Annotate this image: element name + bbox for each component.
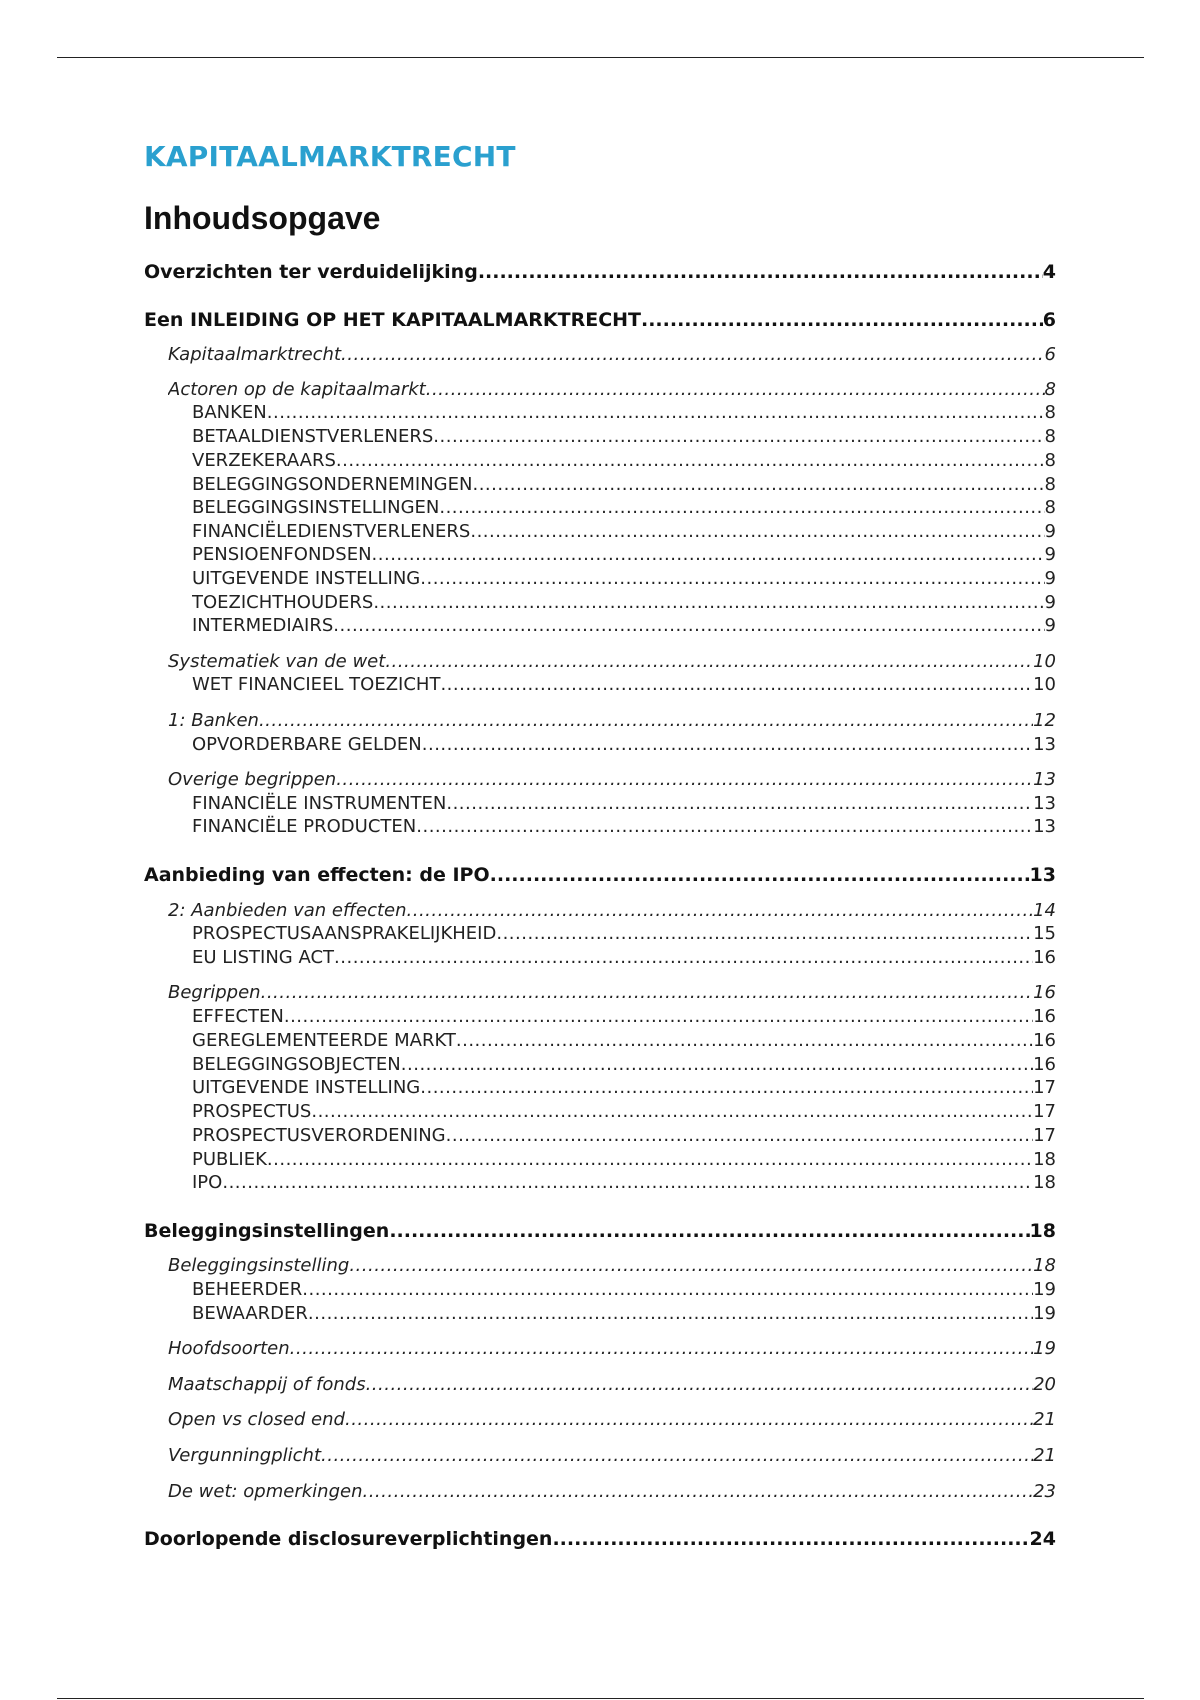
toc-entry-label: PENSIOENFONDSEN bbox=[192, 544, 372, 565]
toc-entry-label: 2: Aanbieden van effecten bbox=[168, 900, 407, 921]
dot-leader bbox=[290, 1337, 1033, 1361]
toc-entry-page-number: 13 bbox=[1033, 734, 1056, 755]
toc-entry-level-1[interactable] bbox=[144, 308, 1056, 332]
toc-entry-page-number: 19 bbox=[1033, 1279, 1056, 1300]
dot-leader bbox=[472, 473, 1044, 497]
dot-leader bbox=[261, 981, 1034, 1005]
toc-entry-page-number: 16 bbox=[1033, 1006, 1056, 1027]
toc-entry-label: PROSPECTUSAANSPRAKELIJKHEID bbox=[192, 923, 497, 944]
toc-entry-level-2[interactable] bbox=[168, 1480, 1056, 1504]
toc-entry-level-2[interactable] bbox=[168, 899, 1056, 923]
dot-leader bbox=[302, 1278, 1033, 1302]
dot-leader bbox=[478, 260, 1043, 284]
dot-leader bbox=[422, 733, 1033, 757]
dot-leader bbox=[366, 1373, 1034, 1397]
toc-entry-label: BELEGGINGSOBJECTEN bbox=[192, 1054, 401, 1075]
toc-entry-page-number: 12 bbox=[1033, 710, 1056, 731]
toc-entry-label: BEWAARDER bbox=[192, 1303, 308, 1324]
toc-entry-page-number: 18 bbox=[1033, 1172, 1056, 1193]
toc-entry-label: Aanbieding van effecten: de IPO bbox=[144, 864, 490, 886]
toc-entry-page-number: 9 bbox=[1044, 615, 1056, 636]
toc-entry-label: INTERMEDIAIRS bbox=[192, 615, 334, 636]
toc-entry-label: BELEGGINGSONDERNEMINGEN bbox=[192, 474, 473, 495]
toc-entry-level-3[interactable] bbox=[192, 1278, 1056, 1302]
toc-entry-level-2[interactable] bbox=[168, 343, 1056, 367]
toc-entry-label: EFFECTEN bbox=[192, 1006, 284, 1027]
dot-leader bbox=[341, 343, 1045, 367]
toc-entry-level-3[interactable] bbox=[192, 496, 1056, 520]
toc-entry-level-1[interactable] bbox=[144, 260, 1056, 284]
toc-entry-level-3[interactable] bbox=[192, 922, 1056, 946]
dot-leader bbox=[345, 1408, 1033, 1432]
toc-heading: Inhoudsopgave bbox=[144, 200, 381, 236]
toc-entry-level-2[interactable] bbox=[168, 709, 1056, 733]
toc-entry-page-number: 15 bbox=[1033, 923, 1056, 944]
toc-entry-level-2[interactable] bbox=[168, 650, 1056, 674]
toc-entry-page-number: 10 bbox=[1033, 674, 1056, 695]
dot-leader bbox=[336, 768, 1033, 792]
toc-entry-page-number: 13 bbox=[1033, 816, 1056, 837]
toc-entry-page-number: 14 bbox=[1033, 900, 1056, 921]
toc-entry-label: BANKEN bbox=[192, 402, 267, 423]
toc-entry-label: Beleggingsinstellingen bbox=[144, 1220, 390, 1242]
toc-entry-level-2[interactable] bbox=[168, 981, 1056, 1005]
dot-leader bbox=[311, 1100, 1033, 1124]
toc-entry-level-3[interactable] bbox=[192, 673, 1056, 697]
toc-entry-page-number: 16 bbox=[1033, 1054, 1056, 1075]
toc-entry-page-number: 18 bbox=[1033, 1255, 1056, 1276]
toc-entry-level-3[interactable] bbox=[192, 591, 1056, 615]
footer-rule bbox=[57, 1698, 1144, 1699]
toc-entry-level-3[interactable] bbox=[192, 520, 1056, 544]
dot-leader bbox=[456, 1029, 1033, 1053]
dot-leader bbox=[416, 815, 1033, 839]
toc-entry-page-number: 16 bbox=[1033, 982, 1056, 1003]
toc-entry-level-3[interactable] bbox=[192, 1005, 1056, 1029]
toc-entry-label: Actoren op de kapitaalmarkt bbox=[168, 379, 426, 400]
toc-entry-level-3[interactable] bbox=[192, 733, 1056, 757]
toc-entry-level-3[interactable] bbox=[192, 1124, 1056, 1148]
toc-entry-label: Vergunningplicht bbox=[168, 1445, 322, 1466]
toc-entry-level-1[interactable] bbox=[144, 863, 1056, 887]
toc-entry-page-number: 4 bbox=[1042, 261, 1056, 283]
toc-entry-page-number: 19 bbox=[1033, 1338, 1056, 1359]
header-rule bbox=[57, 57, 1144, 58]
dot-leader bbox=[439, 496, 1044, 520]
toc-entry-level-3[interactable] bbox=[192, 614, 1056, 638]
toc-entry-level-2[interactable] bbox=[168, 1408, 1056, 1432]
toc-entry-label: WET FINANCIEEL TOEZICHT bbox=[192, 674, 441, 695]
toc-entry-level-2[interactable] bbox=[168, 1337, 1056, 1361]
document-title: KAPITAALMARKTRECHT bbox=[144, 140, 516, 173]
toc-entry-level-3[interactable] bbox=[192, 567, 1056, 591]
toc-entry-level-3[interactable] bbox=[192, 1076, 1056, 1100]
dot-leader bbox=[372, 543, 1045, 567]
toc-entry-label: UITGEVENDE INSTELLING bbox=[192, 568, 421, 589]
toc-entry-level-3[interactable] bbox=[192, 1171, 1056, 1195]
toc-entry-page-number: 8 bbox=[1044, 474, 1056, 495]
toc-entry-label: FINANCIËLE PRODUCTEN bbox=[192, 816, 417, 837]
toc-entry-page-number: 18 bbox=[1033, 1149, 1056, 1170]
toc-entry-page-number: 8 bbox=[1044, 402, 1056, 423]
toc-entry-label: VERZEKERAARS bbox=[192, 450, 336, 471]
toc-entry-page-number: 16 bbox=[1033, 1030, 1056, 1051]
dot-leader bbox=[373, 591, 1044, 615]
dot-leader bbox=[446, 792, 1033, 816]
dot-leader bbox=[440, 673, 1033, 697]
toc-entry-page-number: 9 bbox=[1044, 544, 1056, 565]
toc-entry-level-2[interactable] bbox=[168, 378, 1056, 402]
toc-entry-page-number: 6 bbox=[1044, 344, 1056, 365]
dot-leader bbox=[349, 1254, 1033, 1278]
toc-entry-label: BEHEERDER bbox=[192, 1279, 303, 1300]
toc-entry-page-number: 9 bbox=[1044, 521, 1056, 542]
dot-leader bbox=[336, 449, 1045, 473]
dot-leader bbox=[389, 1219, 1029, 1243]
dot-leader bbox=[641, 308, 1043, 332]
dot-leader bbox=[259, 709, 1033, 733]
toc-entry-page-number: 19 bbox=[1033, 1303, 1056, 1324]
toc-entry-label: Kapitaalmarktrecht bbox=[168, 344, 342, 365]
toc-entry-label: BETAALDIENSTVERLENERS bbox=[192, 426, 434, 447]
dot-leader bbox=[333, 614, 1044, 638]
toc-entry-label: PROSPECTUSVERORDENING bbox=[192, 1125, 446, 1146]
toc-entry-page-number: 17 bbox=[1033, 1077, 1056, 1098]
toc-entry-page-number: 21 bbox=[1033, 1409, 1056, 1430]
toc-entry-label: FINANCIËLE INSTRUMENTEN bbox=[192, 793, 447, 814]
toc-entry-page-number: 8 bbox=[1044, 426, 1056, 447]
toc-entry-level-1[interactable] bbox=[144, 1527, 1056, 1551]
toc-entry-level-3[interactable] bbox=[192, 543, 1056, 567]
toc-entry-label: Een INLEIDING OP HET KAPITAALMARKTRECHT bbox=[144, 309, 641, 331]
dot-leader bbox=[284, 1005, 1033, 1029]
toc-entry-page-number: 10 bbox=[1033, 651, 1056, 672]
toc-entry-label: 1: Banken bbox=[168, 710, 259, 731]
toc-entry-label: PROSPECTUS bbox=[192, 1101, 312, 1122]
toc-entry-page-number: 24 bbox=[1029, 1528, 1056, 1550]
toc-entry-page-number: 13 bbox=[1033, 769, 1056, 790]
toc-entry-label: EU LISTING ACT bbox=[192, 947, 335, 968]
toc-entry-level-3[interactable] bbox=[192, 1302, 1056, 1326]
toc-entry-label: TOEZICHTHOUDERS bbox=[192, 592, 374, 613]
toc-entry-page-number: 9 bbox=[1044, 592, 1056, 613]
toc-entry-level-3[interactable] bbox=[192, 401, 1056, 425]
toc-entry-label: FINANCIËLEDIENSTVERLENERS bbox=[192, 521, 471, 542]
toc-entry-page-number: 21 bbox=[1033, 1445, 1056, 1466]
dot-leader bbox=[308, 1302, 1033, 1326]
toc-entry-level-2[interactable] bbox=[168, 1254, 1056, 1278]
toc-entry-label: Maatschappij of fonds bbox=[168, 1374, 366, 1395]
dot-leader bbox=[552, 1527, 1029, 1551]
toc-entry-level-3[interactable] bbox=[192, 1053, 1056, 1077]
toc-entry-level-3[interactable] bbox=[192, 473, 1056, 497]
dot-leader bbox=[362, 1480, 1033, 1504]
dot-leader bbox=[267, 401, 1045, 425]
toc-entry-level-1[interactable] bbox=[144, 1219, 1056, 1243]
toc-entry-label: Overzichten ter verduidelijking bbox=[144, 261, 478, 283]
dot-leader bbox=[446, 1124, 1033, 1148]
dot-leader bbox=[420, 1076, 1033, 1100]
toc-entry-level-3[interactable] bbox=[192, 815, 1056, 839]
toc-entry-level-2[interactable] bbox=[168, 768, 1056, 792]
toc-entry-page-number: 13 bbox=[1029, 864, 1056, 886]
toc-entry-label: BELEGGINGSINSTELLINGEN bbox=[192, 497, 440, 518]
toc-entry-page-number: 6 bbox=[1042, 309, 1056, 331]
toc-entry-page-number: 18 bbox=[1029, 1220, 1056, 1242]
toc-entry-level-2[interactable] bbox=[168, 1444, 1056, 1468]
toc-entry-page-number: 23 bbox=[1033, 1481, 1056, 1502]
toc-entry-label: IPO bbox=[192, 1172, 223, 1193]
toc-entry-level-3[interactable] bbox=[192, 1100, 1056, 1124]
toc-entry-level-2[interactable] bbox=[168, 1373, 1056, 1397]
dot-leader bbox=[321, 1444, 1033, 1468]
dot-leader bbox=[407, 899, 1034, 923]
dot-leader bbox=[334, 946, 1033, 970]
toc-entry-page-number: 9 bbox=[1044, 568, 1056, 589]
toc-entry-label: PUBLIEK bbox=[192, 1149, 267, 1170]
dot-leader bbox=[426, 378, 1045, 402]
toc-entry-level-3[interactable] bbox=[192, 1029, 1056, 1053]
toc-entry-label: Doorlopende disclosureverplichtingen bbox=[144, 1528, 553, 1550]
toc-entry-page-number: 17 bbox=[1033, 1101, 1056, 1122]
toc-entry-page-number: 16 bbox=[1033, 947, 1056, 968]
toc-entry-page-number: 13 bbox=[1033, 793, 1056, 814]
dot-leader bbox=[385, 650, 1033, 674]
toc-entry-page-number: 8 bbox=[1044, 379, 1056, 400]
dot-leader bbox=[267, 1148, 1033, 1172]
dot-leader bbox=[222, 1171, 1033, 1195]
toc-entry-label: Hoofdsoorten bbox=[168, 1338, 290, 1359]
toc-entry-level-3[interactable] bbox=[192, 792, 1056, 816]
toc-entry-label: Overige begrippen bbox=[168, 769, 337, 790]
toc-entry-label: Systematiek van de wet bbox=[168, 651, 386, 672]
dot-leader bbox=[401, 1053, 1033, 1077]
toc-entry-page-number: 20 bbox=[1033, 1374, 1056, 1395]
dot-leader bbox=[433, 425, 1044, 449]
toc-entry-page-number: 17 bbox=[1033, 1125, 1056, 1146]
toc-entry-label: UITGEVENDE INSTELLING bbox=[192, 1077, 421, 1098]
dot-leader bbox=[470, 520, 1044, 544]
toc-entry-page-number: 8 bbox=[1044, 450, 1056, 471]
dot-leader bbox=[490, 863, 1030, 887]
toc-entry-level-3[interactable] bbox=[192, 1148, 1056, 1172]
toc-entry-label: OPVORDERBARE GELDEN bbox=[192, 734, 422, 755]
toc-entry-level-3[interactable] bbox=[192, 946, 1056, 970]
toc-entry-page-number: 8 bbox=[1044, 497, 1056, 518]
dot-leader bbox=[496, 922, 1033, 946]
toc-entry-label: Beleggingsinstelling bbox=[168, 1255, 350, 1276]
toc-entry-level-3[interactable] bbox=[192, 449, 1056, 473]
toc-entry-label: De wet: opmerkingen bbox=[168, 1481, 363, 1502]
toc-entry-label: Begrippen bbox=[168, 982, 261, 1003]
toc-entry-label: GEREGLEMENTEERDE MARKT bbox=[192, 1030, 456, 1051]
toc-entry-level-3[interactable] bbox=[192, 425, 1056, 449]
toc-entry-label: Open vs closed end bbox=[168, 1409, 345, 1430]
dot-leader bbox=[420, 567, 1044, 591]
